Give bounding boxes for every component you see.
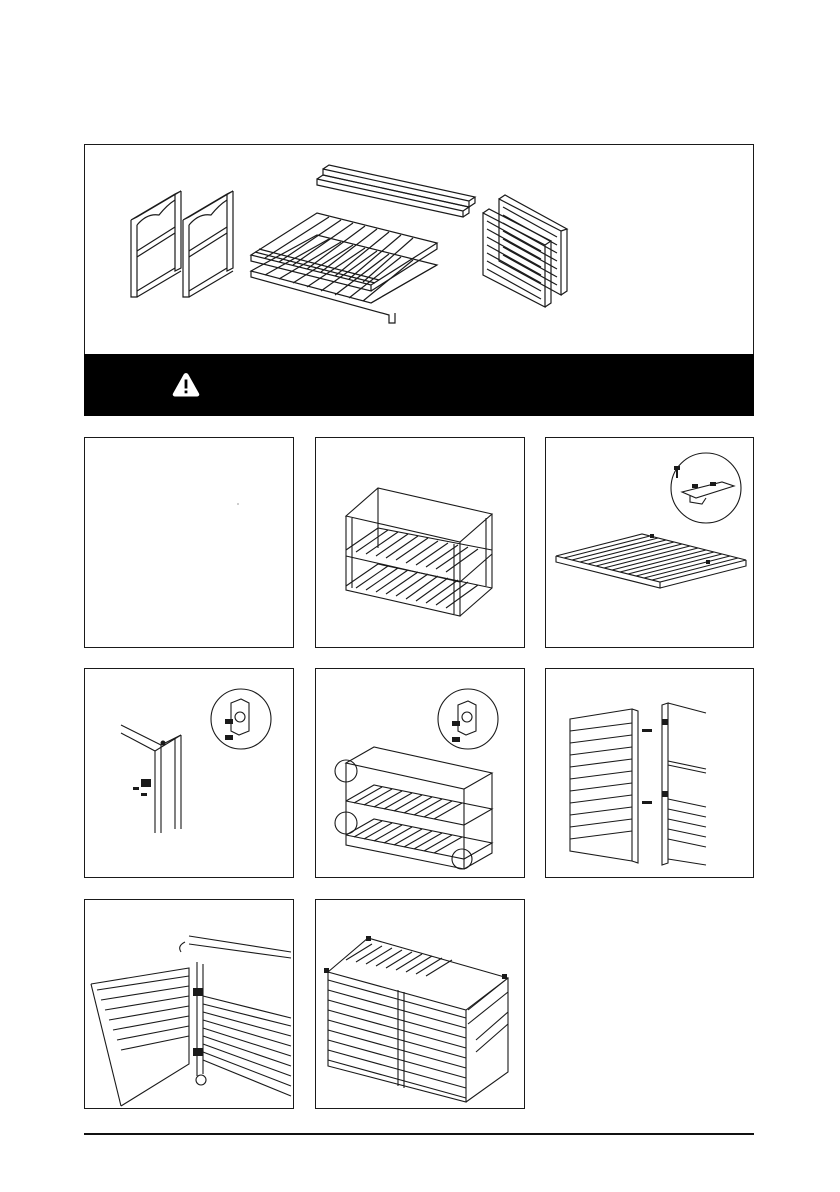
step-3-illustration	[546, 438, 755, 649]
shelf-upper	[251, 213, 437, 291]
slat-doors	[483, 195, 567, 307]
screw-icon	[674, 466, 680, 470]
parts-illustration	[85, 145, 755, 356]
step-panel-1	[84, 437, 294, 648]
step-1-illustration	[85, 438, 295, 649]
step-8-illustration	[316, 900, 526, 1110]
step-panel-3	[545, 437, 754, 648]
step-6-illustration	[546, 669, 755, 879]
step-5-illustration	[316, 669, 526, 879]
step-2-illustration	[316, 438, 526, 649]
side-frame-left	[131, 191, 181, 297]
warning-triangle-icon	[171, 371, 201, 399]
bracket-detail-circle	[211, 689, 271, 749]
step-panel-4	[84, 668, 294, 878]
step-4-illustration	[85, 669, 295, 879]
parts-overview-panel	[84, 144, 754, 355]
hinge-detail-circle	[671, 453, 741, 523]
step-panel-7	[84, 899, 294, 1109]
step-panel-5	[315, 668, 525, 878]
step-7-illustration	[85, 900, 295, 1110]
shelf-lower	[251, 235, 437, 323]
step-panel-8	[315, 899, 525, 1109]
crossbars	[317, 165, 475, 217]
step-panel-2	[315, 437, 525, 648]
footer-rule	[84, 1133, 754, 1135]
screw-icon	[225, 719, 233, 724]
step-panel-6	[545, 668, 754, 878]
side-frame-right	[183, 191, 233, 297]
